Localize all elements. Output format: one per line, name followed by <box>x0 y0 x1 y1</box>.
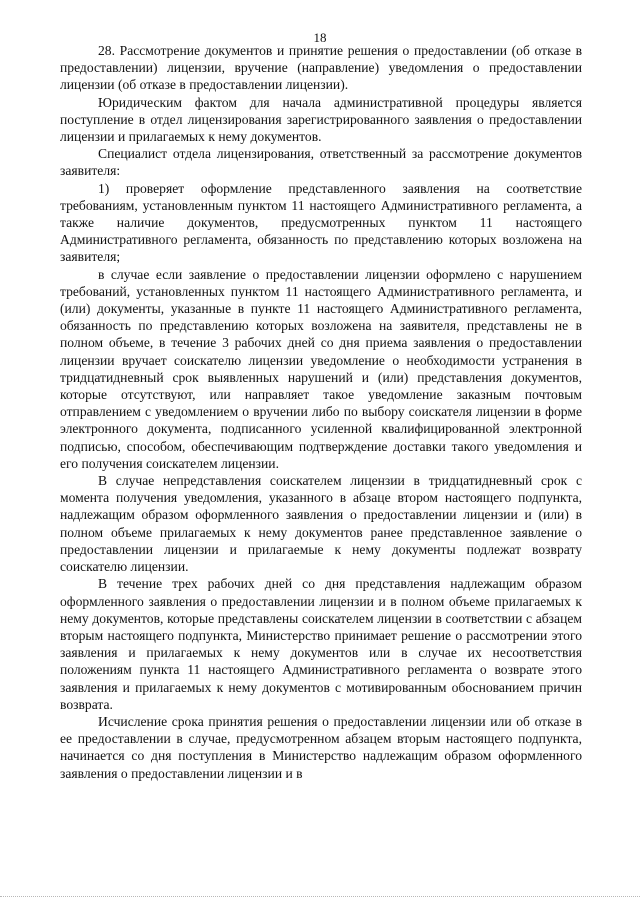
paragraph-three-day-decision: В течение трех рабочих дней со дня представления надлежащим образом оформленного заявления о предоставлении лицензии и в полном объеме прилагаемых к нему документов, которые представлены соискателем лицензии в соответствии с абзацем вторым настоящего подпункта, Министерство принимает решение о рассмотрении этого заявления и прилагаемых к нему документов или в случае их несоответствия положениям пункта 11 настоящего Административного регламента о возврате этого заявления и прилагаемых к нему документов с мотивированным обоснованием причин возврата. <box>60 576 582 712</box>
document-body <box>60 42 582 782</box>
scan-bottom-edge <box>0 896 640 897</box>
paragraph-item-1-check: 1) проверяет оформление представленного заявления на соответствие требованиям, установленным пунктом 11 настоящего Административного регламента, а также наличие документов, предусмотренных пунктом 11 настоящего Административного регламента, обязанность по представлению которых возложена на заявителя; <box>60 180 582 265</box>
paragraph-term-calculation: Исчисление срока принятия решения о предоставлении лицензии или об отказе в ее предоставлении в случае, предусмотренном абзацем вторым настоящего подпункта, начинается со дня поступления в Министерство надлежащим образом оформленного заявления о предоставлении лицензии и в <box>60 713 582 781</box>
paragraph-violation-notice: в случае если заявление о предоставлении лицензии оформлено с нарушением требований, установленных пунктом 11 настоящего Административного регламента, и (или) документы, указанные в пункте 11 настоящего Административного регламента, обязанность по представлению которых возложена на заявителя, представлены не в полном объеме, в течение 3 рабочих дней со дня приема заявления о предоставлении лицензии вручает соискателю лицензии уведомление о необходимости устранения в тридцатидневный срок выявленных нарушений и (или) представления документов, которые отсутствуют, или направляет такое уведомление заказным почтовым отправлением с уведомлением о вручении либо по выбору соискателя лицензии в форме электронного документа, подписанного усиленной квалифицированной электронной подписью, способом, обеспечивающим подтверждение доставки такого уведомления и его получения соискателем лицензии. <box>60 266 582 471</box>
paragraph-section-28-title: 28. Рассмотрение документов и принятие решения о предоставлении (об отказе в предоставлении) лицензии, вручение (направление) уведомления о предоставлении лицензии (об отказе в предоставлении лицензии). <box>60 43 582 93</box>
paragraph-legal-fact: Юридическим фактом для начала административной процедуры является поступление в отдел лицензирования зарегистрированного заявления о предоставлении лицензии и прилагаемых к нему документов. <box>60 94 582 145</box>
page-number: 18 <box>313 30 327 45</box>
paragraph-non-submission-return: В случае непредставления соискателем лицензии в тридцатидневный срок с момента получения уведомления, указанного в абзаце втором настоящего подпункта, надлежащим образом оформленного заявления о предоставлении лицензии и (или) в полном объеме прилагаемых к нему документов ранее представленное заявление о предоставлении лицензии и прилагаемые к нему документы подлежат возврату соискателю лицензии. <box>60 473 582 575</box>
paragraph-specialist-intro: Специалист отдела лицензирования, ответственный за рассмотрение документов заявителя: <box>60 146 582 179</box>
